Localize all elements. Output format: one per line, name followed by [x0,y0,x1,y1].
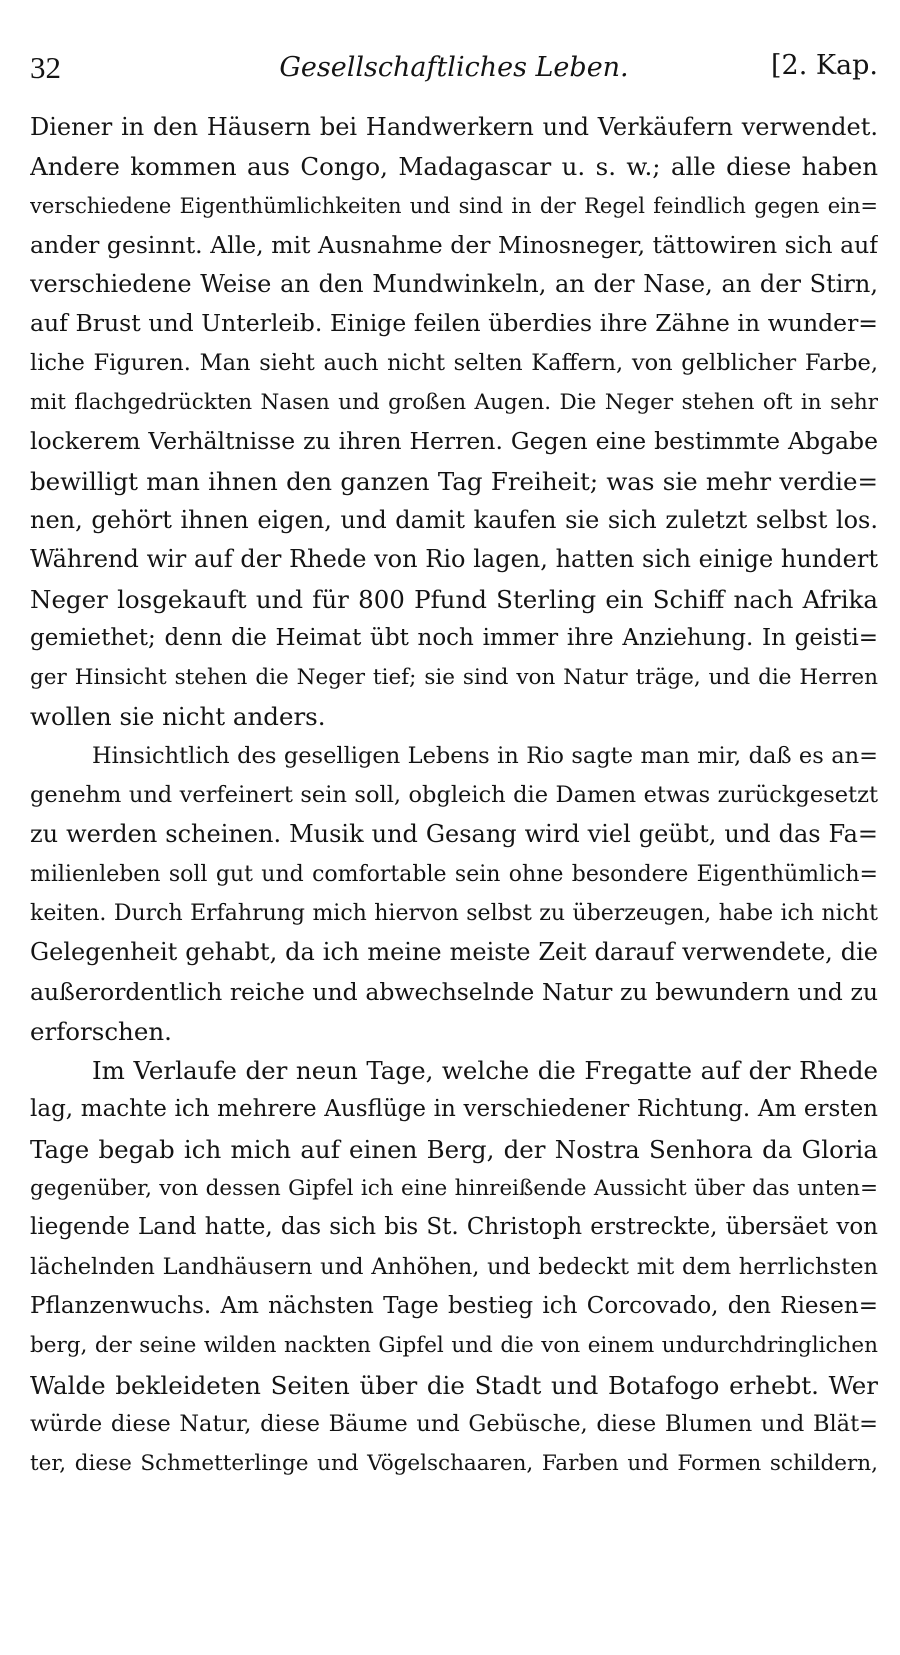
text-line: berg, der seine wilden nackten Gipfel und die von einem undurchdringlichen [30,1333,878,1359]
body-text [30,108,878,1483]
text-line: ger Hinsicht stehen die Neger tief; sie sind von Natur träge, und die Herren [30,665,878,691]
paragraph-end-line: wollen sie nicht anders. [30,702,326,732]
chapter-reference: [2. Kap. [770,50,878,81]
text-line: Diener in den Häusern bei Handwerkern und Verkäufern verwendet. [30,113,878,141]
text-line: gemiethet; denn die Heimat übt noch immer ihre Anziehung. In geisti= [30,624,878,651]
text-line: milienleben soll gut und comfortable sein ohne besondere Eigenthümlich= [30,861,878,887]
paragraph-start-line: Hinsichtlich des geselligen Lebens in Rio sagte man mir, daß es an= [92,742,878,769]
text-line: lockerem Verhältnisse zu ihren Herren. Gegen eine bestimmte Abgabe [30,427,878,456]
text-line: verschiedene Weise an den Mundwinkeln, an der Nase, an der Stirn, [30,270,878,299]
text-line: auf Brust und Unterleib. Einige feilen überdies ihre Zähne in wunder= [30,309,878,338]
text-line: ter, diese Schmetterlinge und Vögelschaaren, Farben und Formen schildern, [30,1451,878,1477]
text-line: verschiedene Eigenthümlichkeiten und sind in der Regel feindlich gegen ein= [30,193,878,218]
text-line: gegenüber, von dessen Gipfel ich eine hinreißende Aussicht über das unten= [30,1176,878,1202]
text-line: Pflanzenwuchs. Am nächsten Tage bestieg ich Corcovado, den Riesen= [30,1292,878,1319]
text-line: Gelegenheit gehabt, da ich meine meiste Zeit darauf verwendete, die [30,938,878,967]
text-line: würde diese Natur, diese Bäume und Gebüsche, diese Blumen und Blät= [30,1410,878,1437]
running-title: Gesellschaftliches Leben. [279,52,629,83]
paragraph-start-line: Im Verlaufe der neun Tage, welche die Fregatte auf der Rhede [92,1056,878,1086]
paragraph-end-line: erforschen. [30,1016,172,1046]
page-number: 32 [30,50,61,85]
text-line: Walde bekleideten Seiten über die Stadt und Botafogo erhebt. Wer [30,1370,878,1400]
text-line: liche Figuren. Man sieht auch nicht selten Kaffern, von gelblicher Farbe, [30,349,878,376]
text-line: keiten. Durch Erfahrung mich hiervon selbst zu überzeugen, habe ich nicht [30,900,878,926]
text-line: mit flachgedrückten Nasen und großen Augen. Die Neger stehen oft in sehr [30,390,878,416]
text-line: außerordentlich reiche und abwechselnde Natur zu bewundern und zu [30,977,878,1006]
text-line: nen, gehört ihnen eigen, und damit kaufen sie sich zuletzt selbst los. [30,505,878,534]
text-line: bewilligt man ihnen den ganzen Tag Freiheit; was sie mehr verdie= [30,466,878,496]
text-line: ander gesinnt. Alle, mit Ausnahme der Minosneger, tättowiren sich auf [30,230,878,259]
text-line: liegende Land hatte, das sich bis St. Christoph erstreckte, übersäet von [30,1214,878,1241]
text-line: lächelnden Landhäusern und Anhöhen, und bedeckt mit dem herrlichsten [30,1253,878,1280]
text-line: Andere kommen aus Congo, Madagascar u. s. w.; alle diese haben [30,152,878,182]
text-line: zu werden scheinen. Musik und Gesang wird viel geübt, und das Fa= [30,820,878,849]
text-line: Neger losgekauft und für 800 Pfund Sterling ein Schiff nach Afrika [30,584,878,614]
page-header [30,50,878,90]
text-line: lag, machte ich mehrere Ausflüge in verschiedener Richtung. Am ersten [30,1096,878,1123]
text-line: genehm und verfeinert sein soll, obgleich die Damen etwas zurückgesetzt [30,782,878,809]
text-line: Während wir auf der Rhede von Rio lagen, hatten sich einige hundert [30,545,878,574]
text-line: Tage begab ich mich auf einen Berg, der Nostra Senhora da Gloria [30,1134,878,1164]
